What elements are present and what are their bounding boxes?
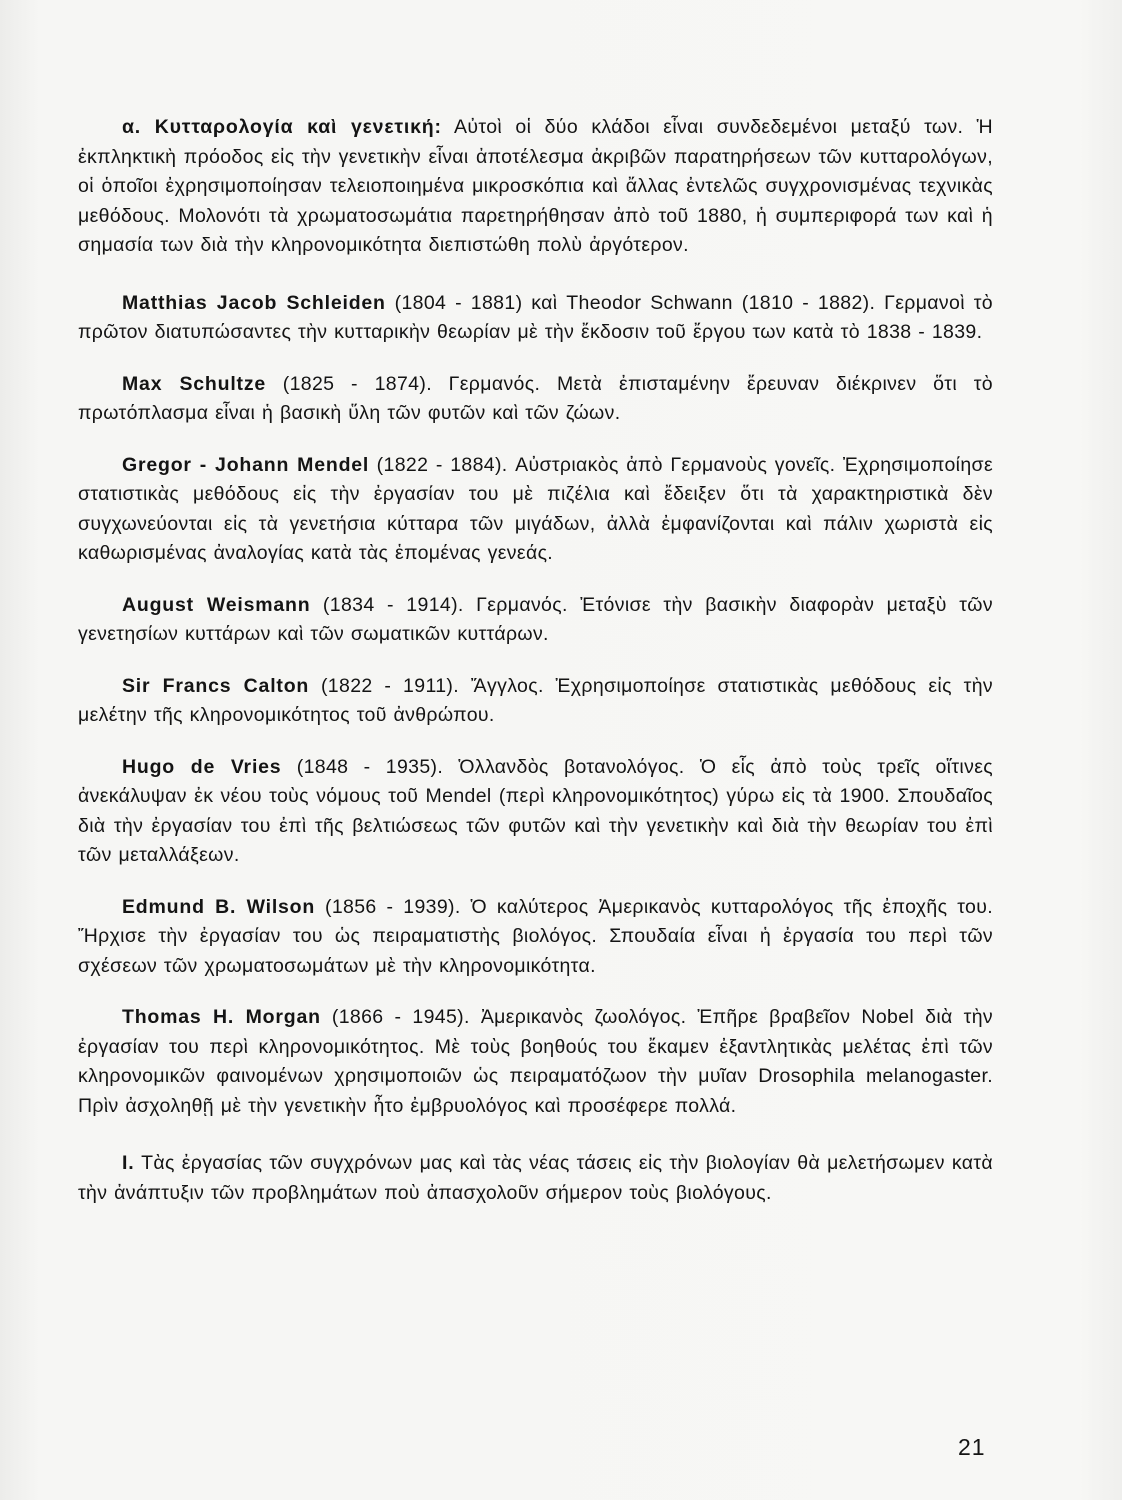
entry-text: (1848 - 1935). Ὁλλανδὸς βοτανολόγος. Ὁ εἷς ἀπὸ τοὺς τρεῖς οἵτινες ἀνεκάλυψαν ἐκ νέου τοὺς νόμους τοῦ Mendel (περὶ κληρονομικότητος) γύρω εἰς τὰ 1900. Σπουδαῖος διὰ τὴν ἐργασίαν του ἐπὶ τῆς βελτιώσεως τῶν φυτῶν καὶ τὴν γενετικὴν καὶ διὰ τὴν θεωρίαν του ἐπὶ τῶν μεταλλάξεων. <box>78 755 993 866</box>
page-number: 21 <box>958 1434 986 1460</box>
intro-paragraph <box>78 113 993 261</box>
page-content <box>78 113 993 1208</box>
entry-paragraph <box>78 672 993 731</box>
intro-text: Αὐτοὶ οἱ δύο κλάδοι εἶναι συνδεδεμένοι μεταξύ των. Ἡ ἐκπληκτικὴ πρόοδος εἰς τὴν γενετικὴν εἶναι ἀποτέλεσμα ἀκριβῶν παρατηρήσεων τῶν κυτταρολόγων, οἱ ὁποῖοι ἐχρησιμοποίησαν τελειοποιημένα μικροσκόπια καὶ ἄλλας ἐντελῶς συγχρονισμένας τεχνικὰς μεθόδους. Μολονότι τὰ χρωματοσωμάτια παρετηρήθησαν ἀπὸ τοῦ 1880, ἡ συμπεριφορά των καὶ ἡ σημασία των διὰ τὴν κληρονομικότητα διεπιστώθη πολὺ ἀργότερον. <box>78 116 993 256</box>
entry-name: Thomas H. Morgan <box>122 1006 321 1028</box>
entry-name: Gregor - Johann Mendel <box>122 453 370 476</box>
entry-paragraph <box>78 893 993 982</box>
intro-heading: α. Κυτταρολογία καὶ γενετική: <box>122 116 442 138</box>
entry-paragraph <box>78 1003 993 1121</box>
entry-text: (1856 - 1939). Ὁ καλύτερος Ἀμερικανὸς κυτταρολόγος τῆς ἐποχῆς του. Ἤρχισε τὴν ἐργασίαν του ὡς πειραματιστὴς βιολόγος. Σπουδαία εἶναι ἡ ἐργασία του περὶ τῶν σχέσεων τῶν χρωματοσωμάτων μὲ τὴν κληρονομικότητα. <box>78 895 993 977</box>
entry-paragraph <box>78 591 993 650</box>
closing-text: Τὰς ἐργασίας τῶν συγχρόνων μας καὶ τὰς νέας τάσεις εἰς τὴν βιολογίαν θὰ μελετήσωμεν κατὰ τὴν ἀνάπτυξιν τῶν προβλημάτων ποὺ ἀπασχολοῦν σήμερον τοὺς βιολόγους. <box>78 1152 993 1204</box>
entry-name: Max Schultze <box>122 372 267 395</box>
entry-text: (1822 - 1911). Ἄγγλος. Ἐχρησιμοποίησε στατιστικὰς μεθόδους εἰς τὴν μελέτην τῆς κληρονομικότητος τοῦ ἀνθρώπου. <box>78 674 993 726</box>
entry-name: August Weismann <box>122 593 311 616</box>
closing-label: Ι. <box>122 1152 135 1174</box>
entry-name: Sir Francs Calton <box>122 674 310 697</box>
entry-paragraph <box>78 289 993 348</box>
entry-paragraph <box>78 370 993 429</box>
entry-paragraph <box>78 753 993 871</box>
entry-paragraph <box>78 451 993 569</box>
entry-text: (1804 - 1881) καὶ Theodor Schwann (1810 - 1882). Γερμανοὶ τὸ πρῶτον διατυπώσαντες τὴν κυτταρικὴν θεωρίαν μὲ τὴν ἔκδοσιν τοῦ ἔργου των κατὰ τὸ 1838 - 1839. <box>78 291 993 343</box>
entry-name: Matthias Jacob Schleiden <box>122 291 386 314</box>
entry-name: Hugo de Vries <box>122 755 282 778</box>
entry-text: (1834 - 1914). Γερμανός. Ἐτόνισε τὴν βασικὴν διαφορὰν μεταξὺ τῶν γενετησίων κυττάρων καὶ τῶν σωματικῶν κυττάρων. <box>78 593 993 645</box>
entry-text: (1825 - 1874). Γερμανός. Μετὰ ἐπισταμένην ἔρευναν διέκρινεν ὅτι τὸ πρωτόπλασμα εἶναι ἡ βασικὴ ὕλη τῶν φυτῶν καὶ τῶν ζώων. <box>78 372 993 424</box>
entry-text: (1822 - 1884). Αὐστριακὸς ἀπὸ Γερμανοὺς γονεῖς. Ἐχρησιμοποίησε στατιστικὰς μεθόδους εἰς τὴν ἐργασίαν του μὲ πιζέλια καὶ ἔδειξεν ὅτι τὰ χαρακτηριστικὰ δὲν συγχωνεύονται εἰς τὰ γενετήσια κύτταρα τῶν μιγάδων, ἀλλὰ ἐμφανίζονται καὶ πάλιν χωριστὰ εἰς καθωρισμένας ἀναλογίας κατὰ τὰς ἑπομένας γενεάς. <box>78 453 993 564</box>
entry-name: Edmund B. Wilson <box>122 895 316 918</box>
closing-paragraph <box>78 1149 993 1208</box>
entry-text: (1866 - 1945). Ἀμερικανὸς ζωολόγος. Ἐπῆρε βραβεῖον Nobel διὰ τὴν ἐργασίαν του περὶ κληρονομικότητος. Μὲ τοὺς βοηθούς του ἔκαμεν ἐξαντλητικὰς μελέτας ἐπὶ τῶν κληρονομικῶν φαινομένων χρησιμοποιῶν ὡς πειραματόζωον τὴν μυῖαν Drosophila melanogaster. Πρὶν ἀσχοληθῇ μὲ τὴν γενετικὴν ἦτο ἐμβρυολόγος καὶ προσέφερε πολλά. <box>78 1006 993 1117</box>
